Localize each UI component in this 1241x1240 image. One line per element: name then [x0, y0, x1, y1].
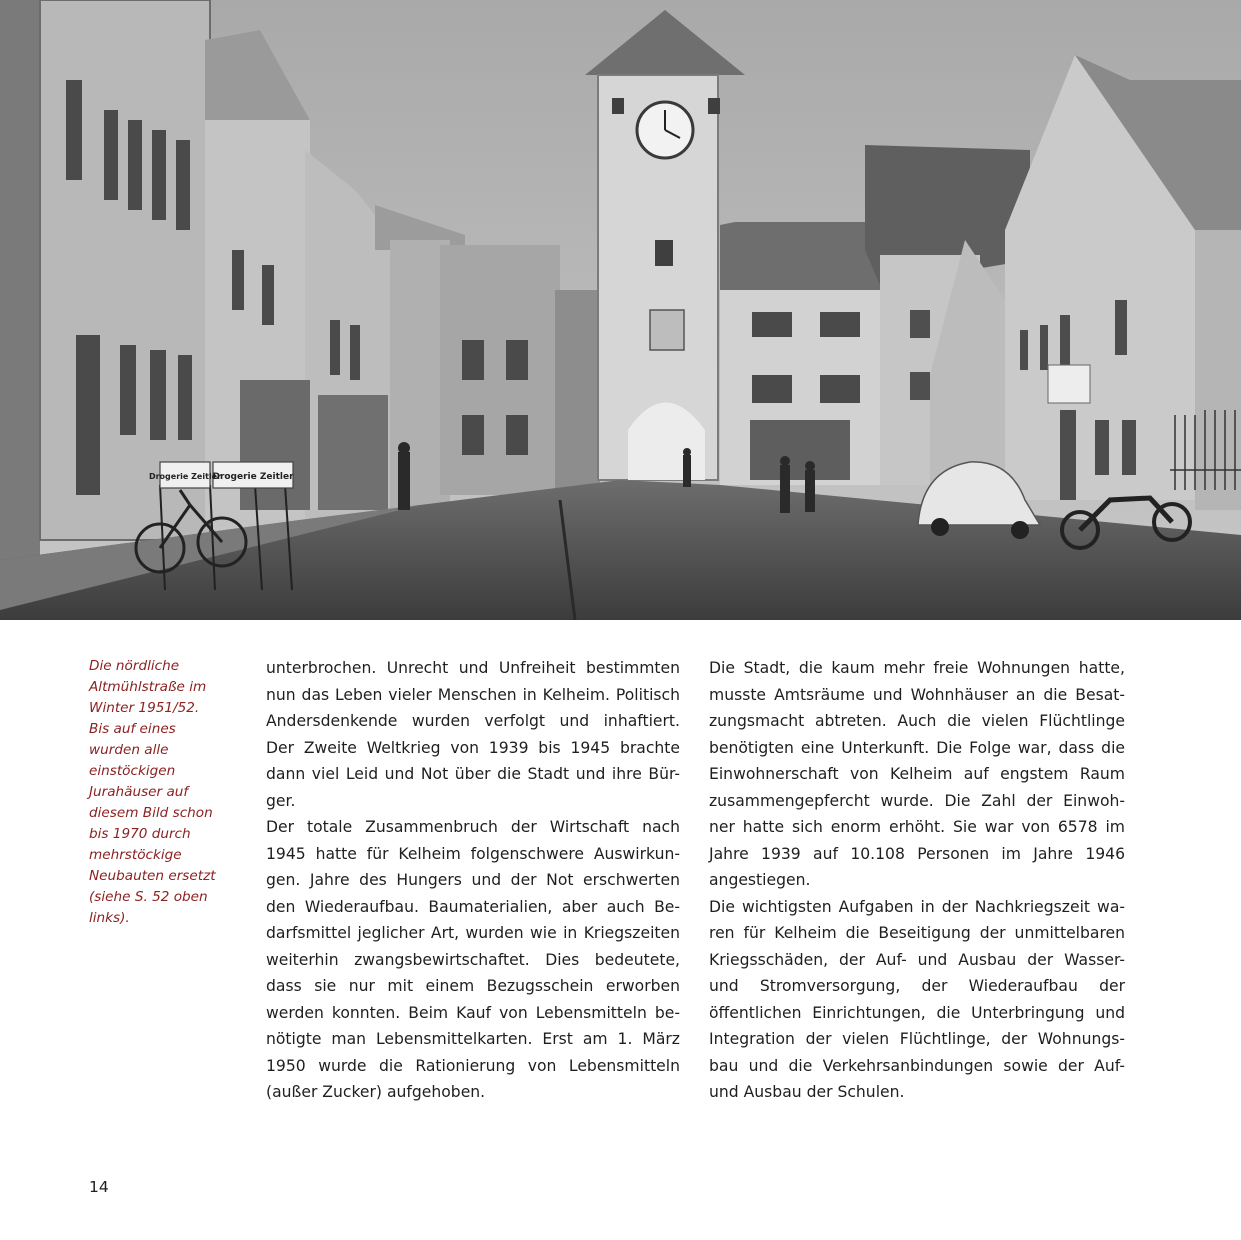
text-line: Der totale Zusammenbruch der Wirtschaft nach — [266, 818, 680, 836]
body-text-column-1 — [266, 655, 680, 1106]
caption-line: (siehe S. 52 oben — [89, 889, 208, 905]
text-line: musste Amtsräume und Wohnhäuser an die Besat- — [709, 685, 1125, 704]
page-number: 14 — [89, 1178, 109, 1196]
text-line: dann viel Leid und Not über die Stadt und ihre Bür- — [266, 765, 680, 783]
text-line: Kriegsschäden, der Auf- und Ausbau der Wasser- — [709, 950, 1125, 969]
text-line: zusammengepfercht wurde. Die Zahl der Einwoh- — [709, 791, 1125, 810]
caption-line: Altmühlstraße im — [89, 679, 207, 695]
text-line: weiterhin zwangsbewirtschaftet. Dies bedeutete, — [266, 950, 680, 969]
text-line: Der Zweite Weltkrieg von 1939 bis 1945 brachte — [266, 738, 680, 757]
caption-line: Neubauten ersetzt — [89, 868, 216, 884]
caption-line: diesem Bild schon — [89, 805, 213, 821]
text-line: Jahre 1939 auf 10.108 Personen im Jahre 1946 — [709, 844, 1125, 863]
photo-caption — [89, 656, 239, 929]
text-line: 1945 hatte für Kelheim folgenschwere Auswirkun- — [266, 844, 680, 863]
drogerie-sign-2: Drogerie Zeitler — [212, 472, 294, 482]
text-line: Die Stadt, die kaum mehr freie Wohnungen hatte, — [709, 659, 1125, 677]
caption-line: mehrstöckige — [89, 847, 182, 863]
drogerie-sign-1: Drogerie Zeitler — [148, 472, 222, 481]
text-line: werden konnten. Beim Kauf von Lebensmitteln be- — [266, 1003, 680, 1022]
text-line: und Stromversorgung, der Wiederaufbau der — [709, 977, 1125, 995]
text-line: Andersdenkende wurden verfolgt und inhaftiert. — [266, 712, 680, 730]
text-line: benötigten eine Unterkunft. Die Folge war, dass die — [709, 738, 1125, 757]
text-line: nötigte man Lebensmittelkarten. Erst am 1. März — [266, 1030, 680, 1048]
text-line: ger. — [266, 791, 296, 810]
text-line: den Wiederaufbau. Baumaterialien, aber auch Be- — [266, 897, 680, 916]
text-line: dass sie nur mit einem Bezugsschein erworben — [266, 977, 680, 995]
text-line: angestiegen. — [709, 871, 811, 889]
text-line: unterbrochen. Unrecht und Unfreiheit bestimmten — [266, 659, 680, 677]
text-line: bau und die Verkehrsanbindungen sowie der Auf- — [709, 1056, 1125, 1075]
caption-line: Jurahäuser auf — [89, 784, 189, 800]
caption-line: Winter 1951/52. — [89, 700, 200, 716]
text-line: ner hatte sich enorm erhöht. Sie war von 6578 im — [709, 818, 1125, 836]
text-line: 1950 wurde die Rationierung von Lebensmitteln — [266, 1056, 680, 1075]
text-line: Einwohnerschaft von Kelheim auf engstem Raum — [709, 765, 1125, 783]
caption-line: einstöckigen — [89, 763, 176, 779]
text-line: zungsmacht abtreten. Auch die vielen Flüchtlinge — [709, 712, 1125, 730]
caption-line: Bis auf eines — [89, 721, 176, 737]
text-line: Die wichtigsten Aufgaben in der Nachkriegszeit wa- — [709, 897, 1125, 916]
caption-line: Die nördliche — [89, 658, 180, 674]
text-line: (außer Zucker) aufgehoben. — [266, 1083, 486, 1101]
text-line: nun das Leben vieler Menschen in Kelheim. Politisch — [266, 685, 680, 704]
text-line: Integration der vielen Flüchtlinge, der Wohnungs- — [709, 1030, 1125, 1048]
text-line: und Ausbau der Schulen. — [709, 1083, 905, 1101]
body-text-column-2 — [709, 655, 1125, 1106]
caption-line: links). — [89, 910, 130, 926]
text-line: darfsmittel jeglicher Art, wurden wie in Kriegszeiten — [266, 924, 680, 942]
caption-line: wurden alle — [89, 742, 169, 758]
text-line: öffentlichen Einrichtungen, die Unterbringung und — [709, 1003, 1125, 1022]
text-line: gen. Jahre des Hungers und der Not erschwerten — [266, 871, 680, 889]
caption-line: bis 1970 durch — [89, 826, 191, 842]
text-line: ren für Kelheim die Beseitigung der unmittelbaren — [709, 924, 1125, 942]
